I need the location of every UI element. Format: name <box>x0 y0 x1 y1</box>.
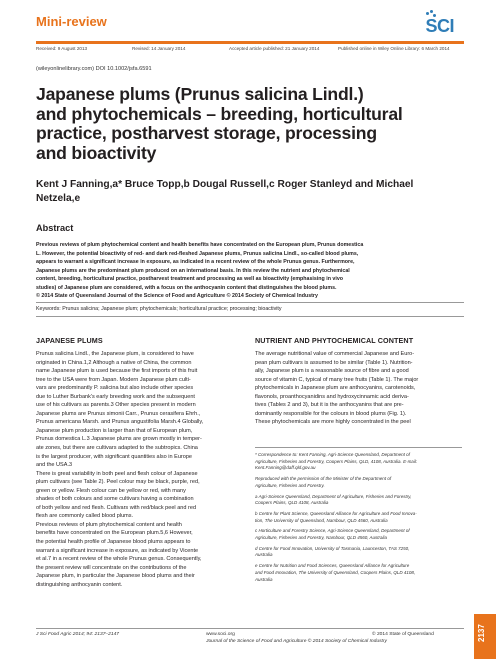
body-line: due to Luther Burbank's early breeding work and the subsequent <box>36 393 195 400</box>
footnote-affiliation-a: a Agri-Science Queensland, Department of Agriculture, Fisheries and Forestry, <box>255 493 412 499</box>
abstract-heading: Abstract <box>36 223 74 233</box>
section-heading-japanese-plums: JAPANESE PLUMS <box>36 336 103 345</box>
footnote-affiliation-d: Australia <box>255 552 273 558</box>
body-line: shades of both colours and some cultivars having a combination <box>36 496 194 503</box>
journal-url[interactable]: www.soci.org <box>206 632 235 637</box>
abstract-line: content, breeding, horticultural practice, postharvest treatment and processing as well as bioactivity (emphasising in vivo <box>36 276 344 282</box>
body-line: benefits have concentrated on the European plum.5,6 However, <box>36 530 193 537</box>
body-line: There is great variability in both peel and flesh colour of Japanese <box>36 470 198 477</box>
body-line: Japanese plum, in particular the Japanese blood plums and their <box>36 573 195 580</box>
body-line: Japanese plum production is larger than that of European plum, <box>36 427 193 434</box>
abstract-line: L. However, the potential bioactivity of red- and dark red-fleshed Japanese plums, Prunus salicina Lindl., so-called blood plums, <box>36 250 359 257</box>
footnote-affiliation-b: b Centre for Plant Science, Queensland Alliance for Agriculture and Food Innova- <box>255 510 417 516</box>
body-line: plum cultivars (see Table 2). Peel colour may be black, purple, red, <box>36 479 200 486</box>
body-line: is the largest producer, with significant quantities also in Europe <box>36 453 193 460</box>
body-line: ate zones, but there are cultivars adapted to the subtropics. China <box>36 445 198 452</box>
body-line: distinguishing anthocyanin content. <box>36 581 123 588</box>
keywords: Keywords: Prunus salicina; Japanese plum; phytochemicals; horticultural practice; processing; bioactivity <box>36 306 282 312</box>
body-line: These phytochemicals are more highly concentrated in the peel <box>255 419 411 426</box>
footer-center <box>206 631 387 645</box>
title-line: Japanese plums (Prunus salicina Lindl.) <box>36 84 364 104</box>
body-line: Prunus salicina Lindl., the Japanese plum, is considered to have <box>36 351 194 357</box>
published-date: Published online in Wiley Online Library: 6 March 2014 <box>338 46 450 51</box>
abstract-line: © 2014 State of Queensland Journal of the Science of Food and Agriculture © 2014 Society of Chemical Industry <box>36 293 318 299</box>
abstract-line: studies) of Japanese plum are considered, with a focus on the anthocyanin content that distinguishes the blood plums. <box>36 284 337 291</box>
footnote-affiliation-e: and Food Innovation, The University of Queensland, Coopers Plains, QLD 4108, <box>255 569 416 575</box>
abstract-line: appears to warrant a significant increase in exposure, as indicated in a recent review of the whole Prunus genus. Furthermore, <box>36 259 355 265</box>
body-line: the present review will concentrate on the contributions of the <box>36 564 187 571</box>
body-line: vars are predominantly P. salicina but also include other species <box>36 385 194 392</box>
section-heading-nutrient: NUTRIENT AND PHYTOCHEMICAL CONTENT <box>255 336 414 345</box>
footnote-correspondence: * Correspondence to: Kent Fanning, Agri-Science Queensland, Department of <box>255 452 410 457</box>
body-line: the potential health profile of Japanese blood plums appears to <box>36 539 191 546</box>
body-line: tives (Tables 2 and 3), but it is the anthocyanins that are pre- <box>255 402 404 409</box>
body-line: source of vitamin C, typical of many tree fruits (Table 1). The major <box>255 376 419 383</box>
footnote-permission: Reproduced with the permission of the Minister of the Department of <box>255 476 392 482</box>
header-rule <box>36 41 464 44</box>
sci-logo <box>410 10 454 38</box>
body-line: originated in China.1,2 Although a native of China, the common <box>36 359 192 366</box>
body-line: Previous reviews of plum phytochemical content and health <box>36 521 182 528</box>
author-line: Netzela,e <box>36 193 81 204</box>
body-line: flesh are commonly called blood plums. <box>36 513 134 520</box>
revised-date: Revised: 14 January 2014 <box>132 46 186 51</box>
footnote-affiliation-e: Australia <box>255 576 273 582</box>
body-line: green or yellow. Flesh colour can be yellow or red, with many <box>36 487 186 494</box>
journal-copyright: Journal of the Science of Food and Agriculture © 2014 Society of Chemical Industry <box>206 639 387 644</box>
body-line: warrant a significant increase in exposure, as indicated by Vicente <box>36 547 199 554</box>
body-line: of both yellow and red flesh. Cultivars with red/black peel and red <box>36 504 197 511</box>
body-line: et al.7 in a recent review of the whole Prunus genus. Consequently, <box>36 556 202 563</box>
title-line: and phytochemicals – breeding, horticultural <box>36 103 403 124</box>
body-line: Prunus domestica L.3 Japanese plums are grown mostly in temper- <box>36 436 202 443</box>
body-line: pean plum cultivars is assumed to be similar (Table 1). Nutrition- <box>255 359 413 366</box>
page-number: 2137 <box>477 624 486 642</box>
body-line: flavonols, proanthocyanidins and hydroxycinnamic acid deriva- <box>255 393 409 400</box>
body-line: use of his cultivars as parents.3 Other species present in modern <box>36 402 196 409</box>
journal-header <box>36 10 460 40</box>
left-column-body <box>36 350 243 589</box>
abstract-line: Previous reviews of plum phytochemical content and health benefits have concentrated on the European plum, Prunus domestica <box>36 242 364 248</box>
abstract-text <box>36 241 462 301</box>
keywords-top-rule <box>36 302 464 303</box>
article-title <box>36 85 456 163</box>
title-line: and bioactivity <box>36 142 157 163</box>
footnote-affiliation-d: d Centre for Food Innovation, University of Tasmania, Launceston, TAS 7250, <box>255 545 410 551</box>
footnote-email[interactable]: Kent.Fanning@daff.qld.gov.au <box>255 465 316 471</box>
right-column <box>255 336 462 427</box>
body-line: name Japanese plum is used because the first imports of this fruit <box>36 368 198 375</box>
title-line: practice, postharvest storage, processing <box>36 123 377 143</box>
logo-text: SCI <box>425 16 454 36</box>
body-line: and the USA.3 <box>36 462 73 469</box>
body-line: dominantly responsible for the colours in blood plums (Fig. 1). <box>255 410 407 417</box>
footnote-rule <box>255 447 462 448</box>
footnote-affiliation-a: Coopers Plains, QLD 4108, Australia <box>255 500 329 506</box>
publication-dates <box>36 46 464 56</box>
doi-link[interactable]: (wileyonlinelibrary.com) DOI 10.1002/jsfa.6591 <box>36 66 152 72</box>
accepted-date: Accepted article published: 21 January 2014 <box>229 46 320 51</box>
footer-rule <box>36 628 464 629</box>
received-date: Received: 9 August 2013 <box>36 46 88 51</box>
keywords-bottom-rule <box>36 316 464 317</box>
footnote-affiliation-b: tion, The University of Queensland, Nambour, QLD 4560, Australia <box>255 517 388 523</box>
body-line: tree to the USA were from Japan. Modern Japanese plum culti- <box>36 376 191 383</box>
footnotes <box>255 452 462 583</box>
section-label: Mini-review <box>36 14 107 29</box>
footnote-affiliation-e: e Centre for Nutrition and Food Sciences, Queensland Alliance for Agriculture <box>255 563 410 569</box>
abstract-line: Japanese plums are the predominant plum produced on an international basis. In this review the nutrient and phytochemical <box>36 267 350 274</box>
body-line: The average nutritional value of commercial Japanese and Euro- <box>255 351 415 357</box>
footnote-permission: Agriculture, Fisheries and Forestry. <box>255 482 325 488</box>
body-line: Japanese plums are Prunus simonii Carr., Prunus cerasifera Ehrh., <box>36 410 201 417</box>
page-number-tab <box>474 614 496 659</box>
author-line: Kent J Fanning,a* Bruce Topp,b Dougal Russell,c Roger Stanleyd and Michael <box>36 179 414 190</box>
right-column-body <box>255 350 462 427</box>
author-list <box>36 178 460 206</box>
footnote-affiliation-c: Agriculture, Fisheries and Forestry, Nambour, QLD 4560, Australia <box>255 535 388 541</box>
state-copyright: © 2014 State of Queensland <box>372 632 434 637</box>
footnote-correspondence: Agriculture, Fisheries and Forestry, Coopers Plains, QLD, 4108, Australia. E-mail: <box>255 458 418 464</box>
left-column <box>36 336 243 589</box>
body-line: Prunus americana Marsh. and Prunus angustifolia Marsh.4 Globally, <box>36 419 204 426</box>
body-line: ally, Japanese plum is a reasonable source of fibre and a good <box>255 368 409 375</box>
journal-citation: J Sci Food Agric 2014; 94: 2137–2147 <box>36 632 120 637</box>
body-line: phytochemicals in Japanese plum are anthocyanins, carotenoids, <box>255 385 416 392</box>
footnote-affiliation-c: c Horticulture and Forestry Science, Agri-Science Queensland, Department of <box>255 528 410 534</box>
